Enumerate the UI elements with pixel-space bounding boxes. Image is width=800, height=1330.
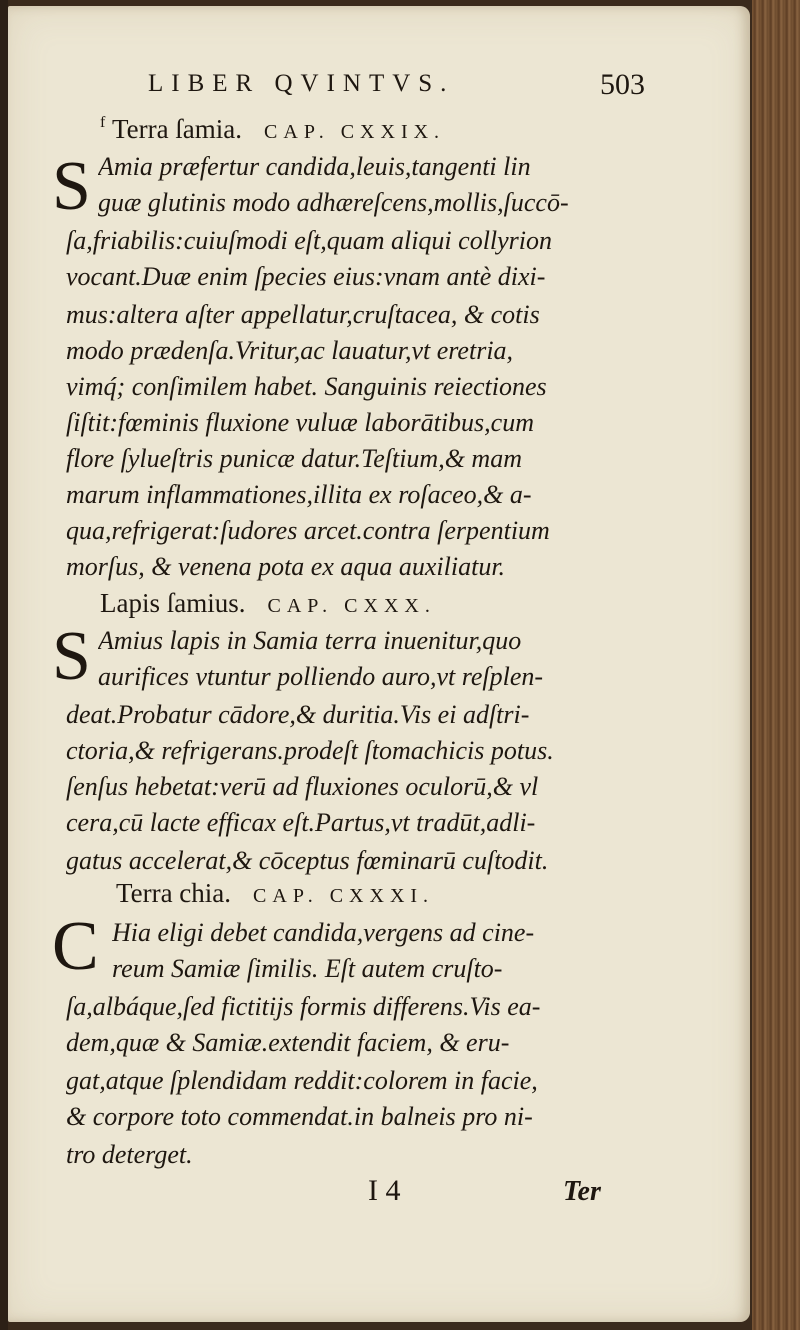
signature-mark: I 4 (368, 1174, 401, 1207)
text-line: gatus accelerat,& cōceptus fœminarū cuſtodit. (66, 846, 549, 875)
text-line: dem,quæ & Samiæ.extendit faciem, & eru- (66, 1028, 510, 1057)
section-heading-lapis-samius (100, 588, 436, 619)
text-line: vimq́; conſimilem habet. Sanguinis reiectiones (66, 372, 547, 401)
text-line: ſenſus hebetat:verū ad fluxiones oculorū,& vl (66, 772, 539, 801)
text-line: ctoria,& refrigerans.prodeſt ſtomachicis potus. (66, 736, 554, 765)
text-line: morſus, & venena pota ex aqua auxiliatur. (66, 552, 506, 581)
text-line: ſiſtit:fœminis fluxione vuluæ laborātibus,cum (66, 408, 534, 437)
folio-number: 503 (600, 68, 645, 101)
chapter-number: CAP. CXXXI. (253, 885, 435, 907)
text-line: ſa,friabilis:cuiuſmodi eſt,quam aliqui collyrion (66, 226, 553, 255)
text-line: Amius lapis in Samia terra inuenitur,quo (98, 626, 522, 655)
chapter-number: CAP. CXXIX. (264, 121, 446, 143)
text-line: qua,refrigerat:ſudores arcet.contra ſerpentium (66, 516, 550, 545)
drop-cap: S (52, 618, 91, 695)
text-line: guæ glutinis modo adhæreſcens,mollis,ſuccō- (98, 188, 569, 217)
text-line: ſa,albáque,ſed fictitijs formis differens.Vis ea- (66, 992, 541, 1021)
text-line: Hia eligi debet candida,vergens ad cine- (112, 918, 535, 947)
chapter-number: CAP. CXXX. (267, 595, 436, 617)
section-heading-terra-chia (116, 878, 434, 909)
running-head: LIBER QVINTVS. (148, 70, 455, 97)
text-line: modo prædenſa.Vritur,ac lauatur,vt eretria, (66, 336, 514, 365)
text-line: deat.Probatur cādore,& duritia.Vis ei adſtri- (66, 700, 530, 729)
text-line: aurifices vtuntur polliendo auro,vt reſplen- (98, 662, 544, 691)
text-line: gat,atque ſplendidam reddit:colorem in facie, (66, 1066, 538, 1095)
section-title: Lapis ſamius. (100, 588, 246, 618)
binding-gutter (0, 0, 8, 1330)
text-line: marum inflammationes,illita ex roſaceo,& a- (66, 480, 532, 509)
section-title: Terra chia. (116, 878, 232, 908)
text-line: vocant.Duæ enim ſpecies eius:vnam antè dixi- (66, 262, 546, 291)
catchword: Ter (563, 1176, 601, 1207)
book-fore-edge (752, 0, 800, 1330)
text-line: flore ſylueſtris punicæ datur.Teſtium,& mam (66, 444, 522, 473)
text-line: mus:altera aſter appellatur,cruſtacea, & cotis (66, 300, 540, 329)
text-line: cera,cū lacte efficax eſt.Partus,vt tradūt,adli- (66, 808, 536, 837)
drop-cap: C (52, 908, 99, 985)
section-heading-terra-samia (112, 114, 445, 145)
marginal-mark: f (100, 114, 106, 131)
section-title: Terra ſamia. (112, 114, 243, 144)
drop-cap: S (52, 148, 91, 225)
book-page (8, 6, 750, 1322)
text-line: tro deterget. (66, 1140, 193, 1169)
text-line: reum Samiæ ſimilis. Eſt autem cruſto- (112, 954, 503, 983)
text-line: Amia præfertur candida,leuis,tangenti lin (98, 152, 531, 181)
text-line: & corpore toto commendat.in balneis pro ni- (66, 1102, 533, 1131)
